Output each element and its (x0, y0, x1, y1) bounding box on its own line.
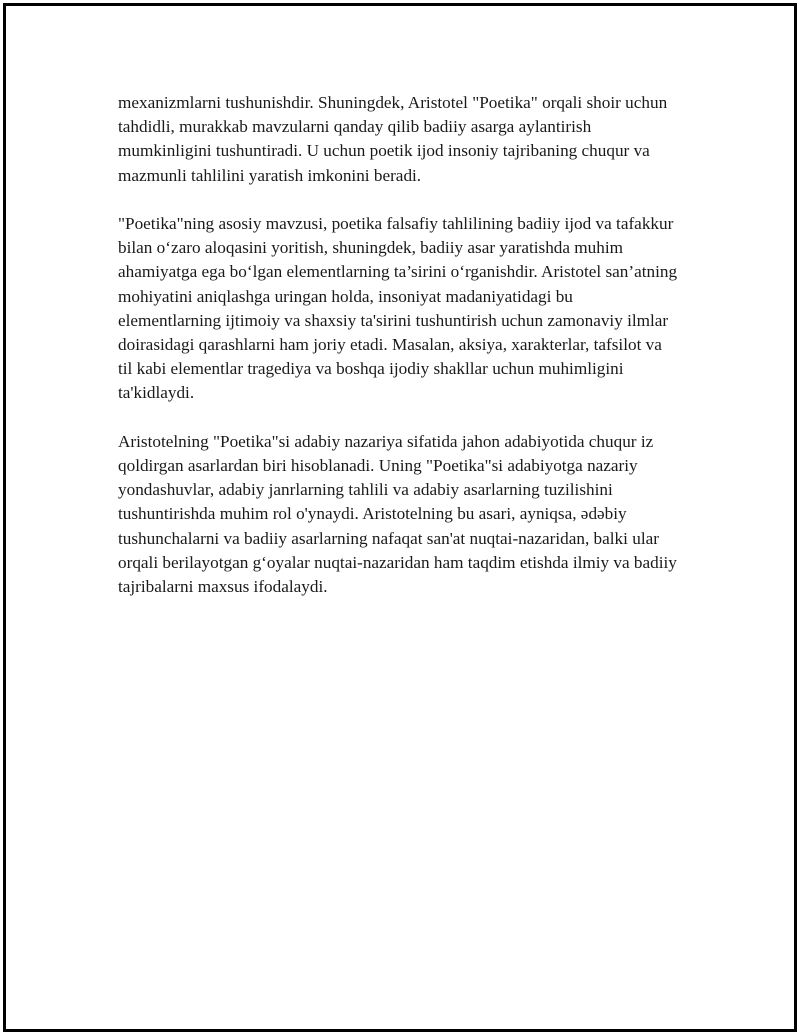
paragraph-3: Aristotelning "Poetika"si adabiy nazariya sifatida jahon adabiyotida chuqur iz qoldirgan asarlardan biri hisoblanadi. Uning "Poetika"si adabiyotga nazariy yondashuvlar, adabiy janrlarning tahlili va adabiy asarlarning tuzilishini tushuntirishda muhim rol o'ynaydi. Aristotelning bu asari, ayniqsa, ədəbiy tushunchalarni va badiiy asarlarning nafaqat san'at nuqtai-nazaridan, balki ular orqali berilayotgan gʻoyalar nuqtai-nazaridan ham taqdim etishda ilmiy va badiiy tajribalarni maxsus ifodalaydi. (118, 431, 677, 597)
document-body (118, 91, 678, 623)
paragraph-2: "Poetika"ning asosiy mavzusi, poetika falsafiy tahlilining badiiy ijod va tafakkur bilan oʻzaro aloqasini yoritish, shuningdek, badiiy asar yaratishda muhim ahamiyatga ega boʻlgan elementlarning ta’sirini oʻrganishdir. Aristotel san’atning mohiyatini aniqlashga uringan holda, insoniyat madaniyatidagi bu elementlarning ijtimoiy va shaxsiy ta'sirini tushuntirish uchun zamonaviy ilmlar doirasidagi qarashlarni ham joriy etadi. Masalan, aksiya, xarakterlar, tafsilot va til kabi elementlar tragediya va boshqa ijodiy shakllar uchun muhimligini ta'kidlaydi. (118, 214, 678, 403)
paragraph-1: mexanizmlarni tushunishdir. Shuningdek, Aristotel "Poetika" orqali shoir uchun tahdidli, murakkab mavzularni qanday qilib badiiy asarga aylantirish mumkinligini tushuntiradi. U uchun poetik ijod insoniy tajribaning chuqur va mazmunli tahlilini yaratish imkonini beradi. (118, 93, 668, 185)
